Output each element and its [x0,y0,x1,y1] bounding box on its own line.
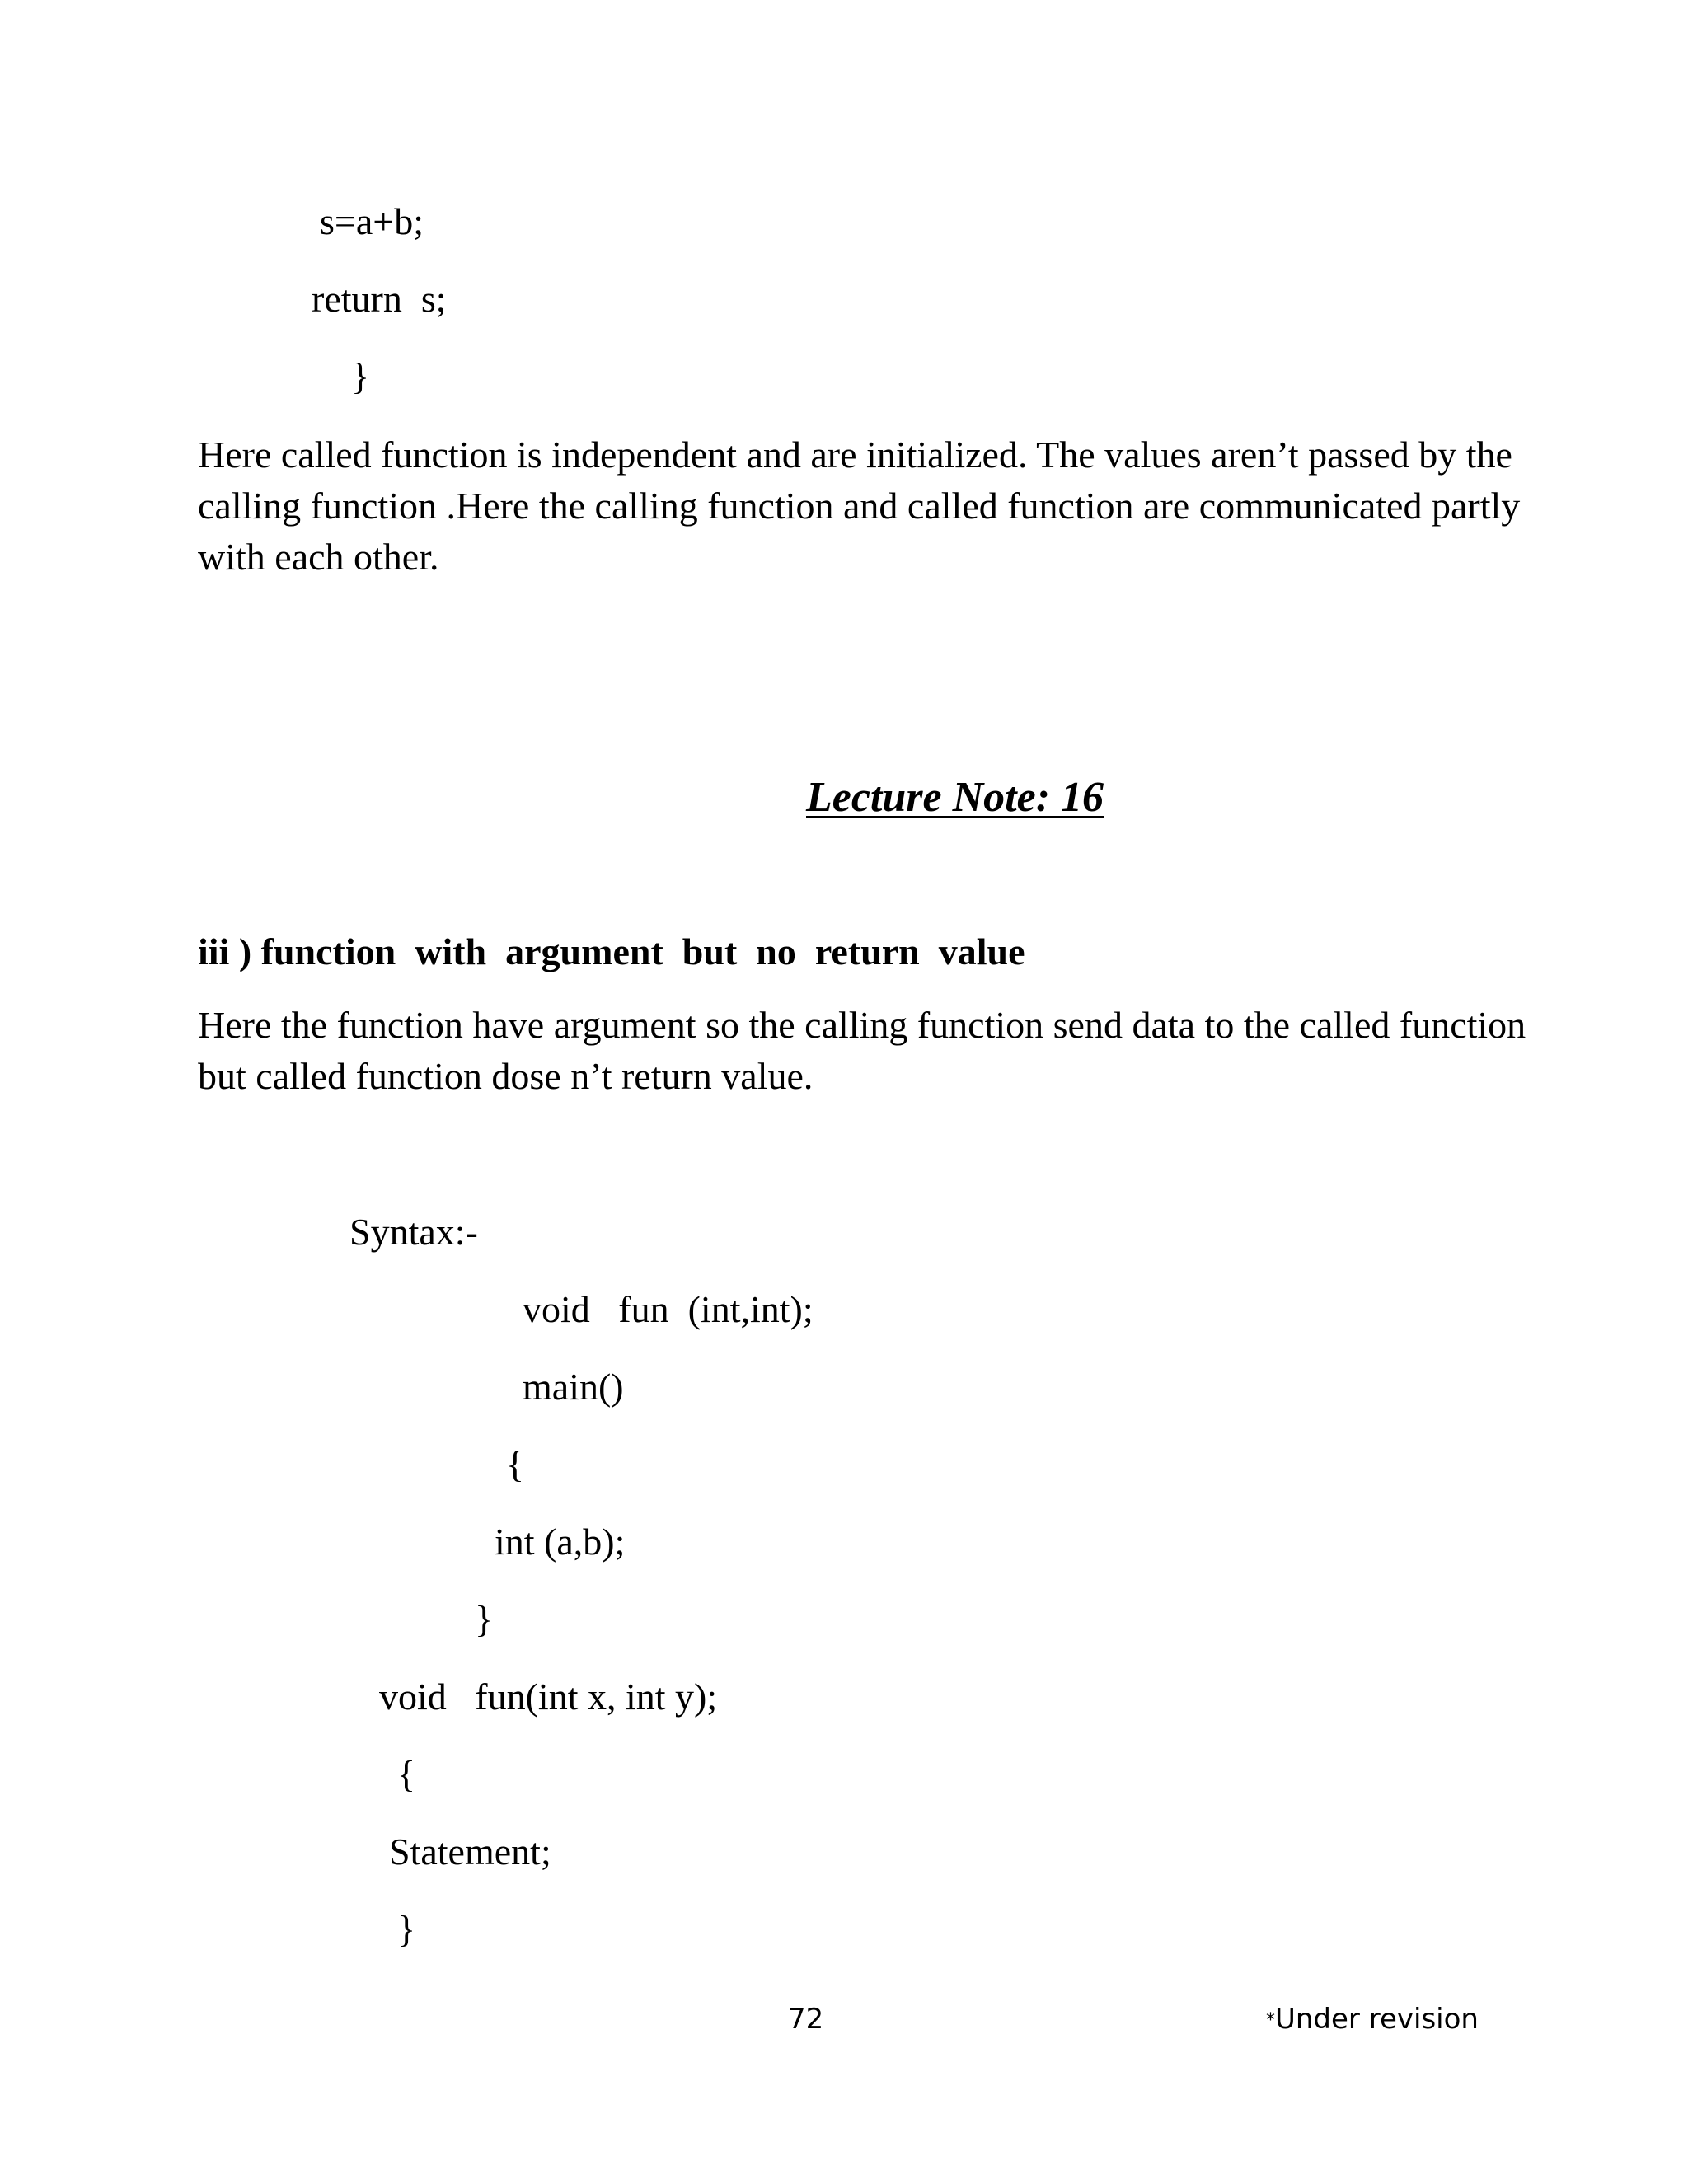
syntax-line: { [397,1753,416,1795]
revision-text: Under revision [1275,2003,1479,2036]
code-line-return: return s; [312,278,447,320]
code-line-close-brace: } [351,355,370,397]
page-number: 72 [788,2003,824,2036]
paragraph-argument-no-return: Here the function have argument so the calling function send data to the called function but called function dose n’t return value. [198,1004,1526,1097]
syntax-line: { [506,1443,525,1485]
syntax-label: Syntax:- [349,1211,478,1253]
syntax-line: } [475,1598,494,1640]
syntax-line: void fun (int,int); [523,1288,814,1330]
revision-note [1266,2003,1479,2036]
syntax-line: Statement; [389,1830,551,1872]
code-line-sum: s=a+b; [320,200,424,242]
syntax-line: main() [523,1366,624,1408]
syntax-line: void fun(int x, int y); [379,1675,718,1718]
section-heading: iii ) function with argument but no return value [198,930,1025,972]
paragraph-called-function: Here called function is independent and are initialized. The values aren’t passed by the calling function .Here the calling function and called function are communicated partly with each other. [198,434,1521,578]
lecture-note-heading: Lecture Note: 16 [806,774,1104,821]
revision-star: * [1266,2010,1275,2031]
syntax-line: int (a,b); [495,1521,626,1563]
syntax-line: } [397,1908,416,1950]
